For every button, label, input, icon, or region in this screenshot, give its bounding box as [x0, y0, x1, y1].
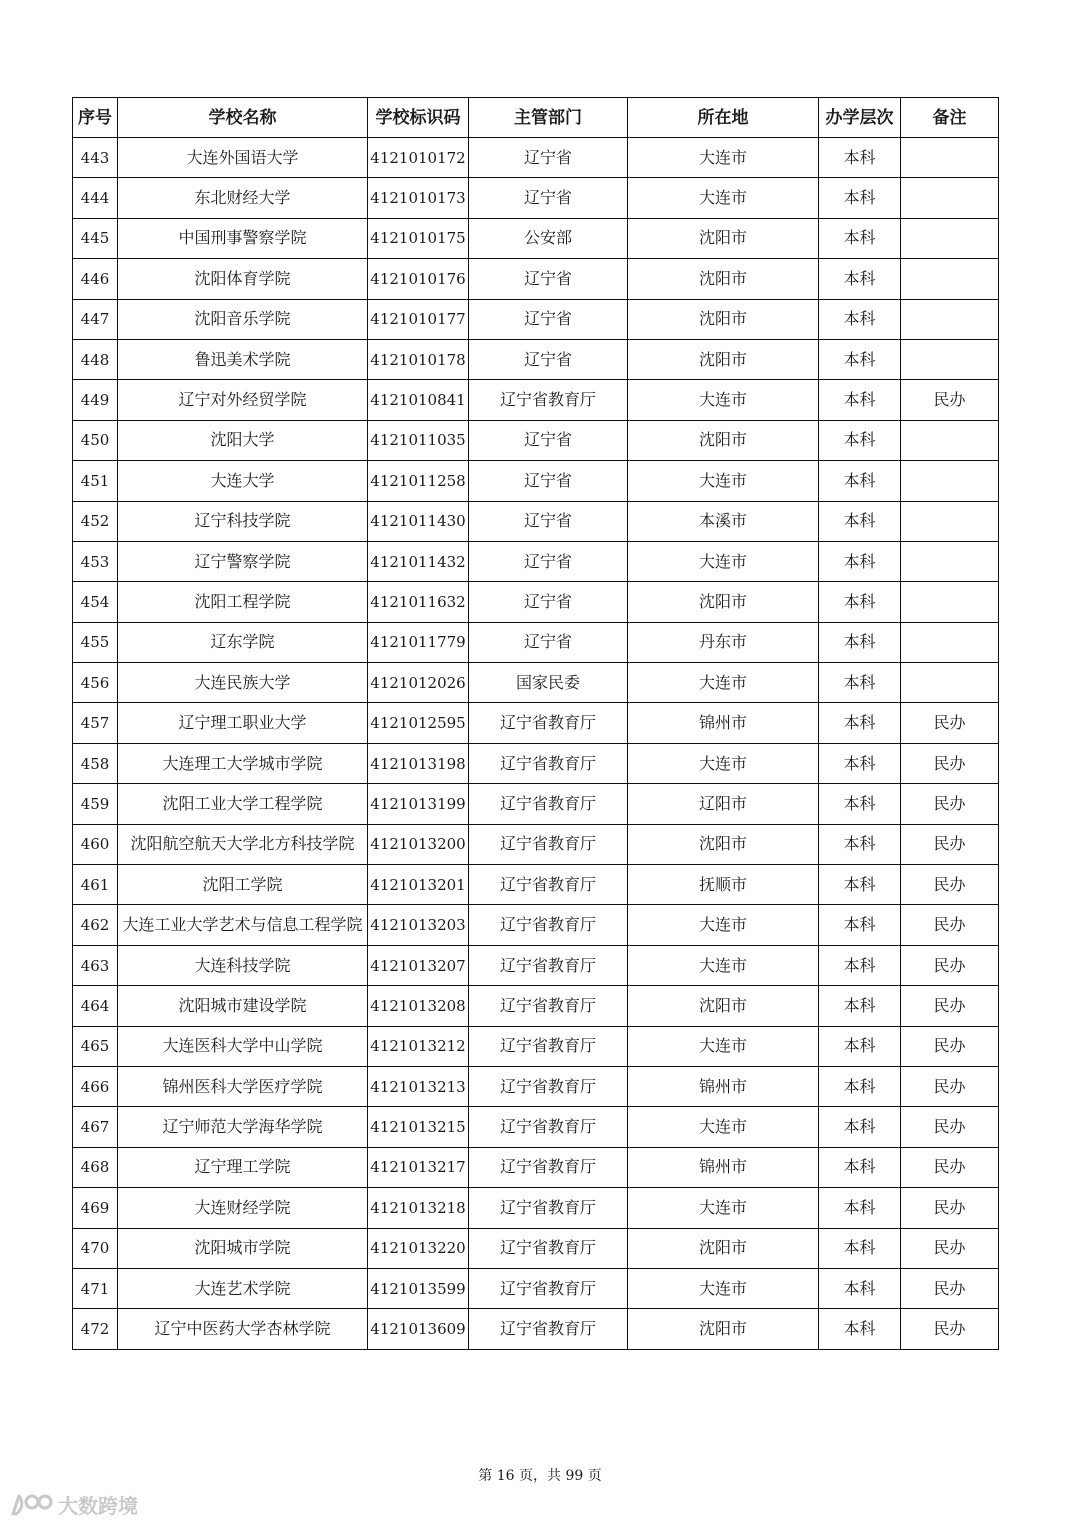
cell-index: 444	[73, 178, 118, 218]
cell-index: 446	[73, 259, 118, 299]
cell-remark	[901, 501, 999, 541]
cell-department: 辽宁省	[469, 461, 628, 501]
cell-index: 452	[73, 501, 118, 541]
page-footer: 第 16 页，共 99 页	[478, 1468, 602, 1484]
cell-school-name: 沈阳城市建设学院	[118, 986, 368, 1026]
cell-school-name: 大连医科大学中山学院	[118, 1026, 368, 1066]
cell-department: 辽宁省	[469, 582, 628, 622]
table-row	[73, 339, 999, 379]
cell-school-name: 辽宁理工职业大学	[118, 703, 368, 743]
cell-school-name: 辽宁理工学院	[118, 1147, 368, 1187]
cell-department: 辽宁省教育厅	[469, 743, 628, 783]
cell-school-code: 4121013203	[368, 905, 469, 945]
cell-department: 辽宁省教育厅	[469, 380, 628, 420]
cell-department: 辽宁省	[469, 138, 628, 178]
cell-school-name: 辽宁警察学院	[118, 541, 368, 581]
cell-remark	[901, 420, 999, 460]
cell-school-name: 沈阳音乐学院	[118, 299, 368, 339]
cell-level: 本科	[819, 218, 901, 258]
cell-remark	[901, 138, 999, 178]
cell-department: 辽宁省教育厅	[469, 1066, 628, 1106]
cell-school-code: 4121013599	[368, 1268, 469, 1308]
cell-school-code: 4121010173	[368, 178, 469, 218]
cell-index: 445	[73, 218, 118, 258]
cell-location: 锦州市	[628, 1147, 819, 1187]
cell-department: 辽宁省	[469, 299, 628, 339]
cell-location: 辽阳市	[628, 784, 819, 824]
cell-school-code: 4121013217	[368, 1147, 469, 1187]
cell-remark: 民办	[901, 1188, 999, 1228]
table-row	[73, 865, 999, 905]
cell-index: 462	[73, 905, 118, 945]
cell-school-code: 4121012026	[368, 663, 469, 703]
cell-location: 大连市	[628, 905, 819, 945]
cell-index: 458	[73, 743, 118, 783]
cell-index: 464	[73, 986, 118, 1026]
cell-department: 辽宁省	[469, 541, 628, 581]
header-location: 所在地	[628, 98, 819, 138]
cell-remark: 民办	[901, 824, 999, 864]
cell-school-code: 4121010176	[368, 259, 469, 299]
cell-location: 沈阳市	[628, 420, 819, 460]
cell-remark: 民办	[901, 1026, 999, 1066]
cell-department: 辽宁省教育厅	[469, 703, 628, 743]
cell-remark: 民办	[901, 865, 999, 905]
cell-department: 辽宁省教育厅	[469, 1147, 628, 1187]
cell-location: 大连市	[628, 1026, 819, 1066]
table-row	[73, 138, 999, 178]
cell-level: 本科	[819, 1107, 901, 1147]
cell-location: 大连市	[628, 663, 819, 703]
cell-index: 450	[73, 420, 118, 460]
cell-school-code: 4121013201	[368, 865, 469, 905]
cell-location: 大连市	[628, 541, 819, 581]
table-row	[73, 622, 999, 662]
cell-school-code: 4121013215	[368, 1107, 469, 1147]
dashuju-logo-icon	[10, 1492, 54, 1518]
cell-school-code: 4121013207	[368, 945, 469, 985]
cell-school-name: 沈阳大学	[118, 420, 368, 460]
cell-department: 辽宁省教育厅	[469, 784, 628, 824]
cell-level: 本科	[819, 622, 901, 662]
cell-school-code: 4121013609	[368, 1309, 469, 1349]
table-row	[73, 380, 999, 420]
cell-remark	[901, 541, 999, 581]
cell-level: 本科	[819, 1066, 901, 1106]
cell-department: 辽宁省	[469, 259, 628, 299]
cell-remark	[901, 259, 999, 299]
cell-school-code: 4121010841	[368, 380, 469, 420]
table-header-row	[73, 98, 999, 138]
cell-location: 沈阳市	[628, 299, 819, 339]
cell-location: 大连市	[628, 178, 819, 218]
cell-school-name: 锦州医科大学医疗学院	[118, 1066, 368, 1106]
cell-school-name: 沈阳体育学院	[118, 259, 368, 299]
cell-remark: 民办	[901, 1107, 999, 1147]
cell-school-name: 东北财经大学	[118, 178, 368, 218]
cell-department: 辽宁省教育厅	[469, 824, 628, 864]
cell-level: 本科	[819, 986, 901, 1026]
cell-index: 461	[73, 865, 118, 905]
cell-school-name: 大连大学	[118, 461, 368, 501]
cell-department: 辽宁省教育厅	[469, 905, 628, 945]
watermark	[10, 1490, 138, 1519]
cell-school-name: 鲁迅美术学院	[118, 339, 368, 379]
cell-school-code: 4121013218	[368, 1188, 469, 1228]
cell-school-name: 辽宁中医药大学杏林学院	[118, 1309, 368, 1349]
cell-index: 467	[73, 1107, 118, 1147]
cell-index: 448	[73, 339, 118, 379]
cell-index: 451	[73, 461, 118, 501]
table-row	[73, 420, 999, 460]
cell-department: 辽宁省教育厅	[469, 1228, 628, 1268]
cell-level: 本科	[819, 743, 901, 783]
header-department: 主管部门	[469, 98, 628, 138]
cell-level: 本科	[819, 259, 901, 299]
cell-remark	[901, 663, 999, 703]
cell-school-code: 4121011258	[368, 461, 469, 501]
watermark-text: 大数跨境	[58, 1494, 138, 1518]
cell-school-code: 4121013213	[368, 1066, 469, 1106]
table-row	[73, 1268, 999, 1308]
cell-index: 470	[73, 1228, 118, 1268]
table-row	[73, 178, 999, 218]
cell-school-code: 4121013220	[368, 1228, 469, 1268]
table-row	[73, 541, 999, 581]
cell-location: 沈阳市	[628, 1228, 819, 1268]
cell-level: 本科	[819, 501, 901, 541]
cell-location: 沈阳市	[628, 582, 819, 622]
cell-school-code: 4121011779	[368, 622, 469, 662]
cell-school-code: 4121013208	[368, 986, 469, 1026]
cell-department: 辽宁省	[469, 339, 628, 379]
cell-department: 公安部	[469, 218, 628, 258]
cell-school-name: 沈阳工学院	[118, 865, 368, 905]
cell-level: 本科	[819, 1268, 901, 1308]
cell-level: 本科	[819, 703, 901, 743]
table-row	[73, 501, 999, 541]
cell-school-name: 中国刑事警察学院	[118, 218, 368, 258]
cell-level: 本科	[819, 945, 901, 985]
cell-school-code: 4121011632	[368, 582, 469, 622]
cell-index: 468	[73, 1147, 118, 1187]
cell-school-code: 4121011432	[368, 541, 469, 581]
cell-remark	[901, 582, 999, 622]
cell-remark: 民办	[901, 905, 999, 945]
table-row	[73, 824, 999, 864]
cell-index: 443	[73, 138, 118, 178]
cell-index: 459	[73, 784, 118, 824]
cell-level: 本科	[819, 420, 901, 460]
cell-location: 大连市	[628, 743, 819, 783]
cell-level: 本科	[819, 663, 901, 703]
cell-level: 本科	[819, 1026, 901, 1066]
cell-index: 466	[73, 1066, 118, 1106]
cell-level: 本科	[819, 541, 901, 581]
cell-remark	[901, 339, 999, 379]
header-level: 办学层次	[819, 98, 901, 138]
cell-remark: 民办	[901, 945, 999, 985]
cell-remark: 民办	[901, 1309, 999, 1349]
cell-level: 本科	[819, 1147, 901, 1187]
cell-school-name: 大连外国语大学	[118, 138, 368, 178]
table-row	[73, 986, 999, 1026]
cell-level: 本科	[819, 865, 901, 905]
cell-department: 辽宁省教育厅	[469, 1188, 628, 1228]
cell-department: 辽宁省	[469, 420, 628, 460]
cell-department: 辽宁省教育厅	[469, 945, 628, 985]
cell-location: 丹东市	[628, 622, 819, 662]
cell-department: 辽宁省教育厅	[469, 1268, 628, 1308]
cell-index: 465	[73, 1026, 118, 1066]
cell-remark: 民办	[901, 784, 999, 824]
cell-index: 456	[73, 663, 118, 703]
cell-school-code: 4121011035	[368, 420, 469, 460]
table-row	[73, 1309, 999, 1349]
cell-level: 本科	[819, 339, 901, 379]
cell-level: 本科	[819, 380, 901, 420]
cell-school-name: 沈阳航空航天大学北方科技学院	[118, 824, 368, 864]
table-row	[73, 582, 999, 622]
cell-remark: 民办	[901, 1268, 999, 1308]
table-row	[73, 259, 999, 299]
cell-location: 大连市	[628, 1188, 819, 1228]
cell-level: 本科	[819, 138, 901, 178]
cell-index: 455	[73, 622, 118, 662]
cell-remark: 民办	[901, 743, 999, 783]
cell-index: 472	[73, 1309, 118, 1349]
cell-location: 大连市	[628, 138, 819, 178]
cell-level: 本科	[819, 178, 901, 218]
cell-location: 沈阳市	[628, 259, 819, 299]
cell-school-name: 沈阳城市学院	[118, 1228, 368, 1268]
cell-location: 沈阳市	[628, 986, 819, 1026]
table-row	[73, 1066, 999, 1106]
cell-level: 本科	[819, 582, 901, 622]
cell-index: 457	[73, 703, 118, 743]
table-row	[73, 1147, 999, 1187]
cell-department: 辽宁省	[469, 178, 628, 218]
cell-remark	[901, 218, 999, 258]
cell-school-name: 大连工业大学艺术与信息工程学院	[118, 905, 368, 945]
cell-index: 453	[73, 541, 118, 581]
table-row	[73, 218, 999, 258]
cell-index: 447	[73, 299, 118, 339]
header-school-code: 学校标识码	[368, 98, 469, 138]
cell-index: 454	[73, 582, 118, 622]
cell-remark: 民办	[901, 986, 999, 1026]
table-row	[73, 784, 999, 824]
cell-department: 辽宁省	[469, 501, 628, 541]
cell-department: 辽宁省教育厅	[469, 1026, 628, 1066]
table-row	[73, 299, 999, 339]
cell-school-name: 辽东学院	[118, 622, 368, 662]
cell-department: 辽宁省	[469, 622, 628, 662]
cell-location: 沈阳市	[628, 218, 819, 258]
cell-remark	[901, 622, 999, 662]
cell-remark	[901, 461, 999, 501]
cell-school-name: 辽宁师范大学海华学院	[118, 1107, 368, 1147]
header-remark: 备注	[901, 98, 999, 138]
cell-location: 大连市	[628, 380, 819, 420]
cell-school-code: 4121013198	[368, 743, 469, 783]
cell-school-name: 沈阳工程学院	[118, 582, 368, 622]
table-row	[73, 1107, 999, 1147]
cell-location: 沈阳市	[628, 339, 819, 379]
cell-school-code: 4121010175	[368, 218, 469, 258]
table-row	[73, 1228, 999, 1268]
header-index: 序号	[73, 98, 118, 138]
cell-department: 辽宁省教育厅	[469, 986, 628, 1026]
table-body	[73, 138, 999, 1350]
cell-remark: 民办	[901, 1228, 999, 1268]
cell-level: 本科	[819, 1228, 901, 1268]
cell-school-code: 4121010178	[368, 339, 469, 379]
cell-school-code: 4121013199	[368, 784, 469, 824]
cell-index: 449	[73, 380, 118, 420]
table-row	[73, 663, 999, 703]
cell-school-name: 大连理工大学城市学院	[118, 743, 368, 783]
header-school-name: 学校名称	[118, 98, 368, 138]
cell-location: 本溪市	[628, 501, 819, 541]
cell-remark	[901, 299, 999, 339]
cell-school-name: 大连艺术学院	[118, 1268, 368, 1308]
table-row	[73, 461, 999, 501]
cell-school-code: 4121011430	[368, 501, 469, 541]
table-row	[73, 1026, 999, 1066]
cell-location: 锦州市	[628, 703, 819, 743]
cell-school-name: 大连财经学院	[118, 1188, 368, 1228]
cell-location: 锦州市	[628, 1066, 819, 1106]
cell-location: 大连市	[628, 1107, 819, 1147]
cell-location: 沈阳市	[628, 824, 819, 864]
cell-level: 本科	[819, 824, 901, 864]
cell-school-name: 沈阳工业大学工程学院	[118, 784, 368, 824]
cell-location: 大连市	[628, 1268, 819, 1308]
cell-index: 471	[73, 1268, 118, 1308]
cell-level: 本科	[819, 905, 901, 945]
cell-department: 国家民委	[469, 663, 628, 703]
cell-school-code: 4121010172	[368, 138, 469, 178]
cell-index: 469	[73, 1188, 118, 1228]
cell-department: 辽宁省教育厅	[469, 1107, 628, 1147]
cell-location: 大连市	[628, 945, 819, 985]
cell-remark: 民办	[901, 380, 999, 420]
cell-school-name: 辽宁对外经贸学院	[118, 380, 368, 420]
cell-level: 本科	[819, 461, 901, 501]
cell-level: 本科	[819, 784, 901, 824]
cell-location: 沈阳市	[628, 1309, 819, 1349]
cell-index: 460	[73, 824, 118, 864]
cell-remark: 民办	[901, 1147, 999, 1187]
cell-school-code: 4121013200	[368, 824, 469, 864]
cell-level: 本科	[819, 299, 901, 339]
cell-school-name: 大连科技学院	[118, 945, 368, 985]
cell-school-code: 4121013212	[368, 1026, 469, 1066]
cell-location: 抚顺市	[628, 865, 819, 905]
table-row	[73, 1188, 999, 1228]
cell-location: 大连市	[628, 461, 819, 501]
table-row	[73, 703, 999, 743]
table-row	[73, 905, 999, 945]
cell-level: 本科	[819, 1309, 901, 1349]
cell-department: 辽宁省教育厅	[469, 1309, 628, 1349]
table-row	[73, 945, 999, 985]
cell-department: 辽宁省教育厅	[469, 865, 628, 905]
cell-index: 463	[73, 945, 118, 985]
cell-level: 本科	[819, 1188, 901, 1228]
cell-school-code: 4121010177	[368, 299, 469, 339]
cell-remark: 民办	[901, 703, 999, 743]
table-row	[73, 743, 999, 783]
cell-remark: 民办	[901, 1066, 999, 1106]
cell-school-name: 辽宁科技学院	[118, 501, 368, 541]
cell-remark	[901, 178, 999, 218]
cell-school-code: 4121012595	[368, 703, 469, 743]
cell-school-name: 大连民族大学	[118, 663, 368, 703]
schools-table	[72, 97, 999, 1350]
